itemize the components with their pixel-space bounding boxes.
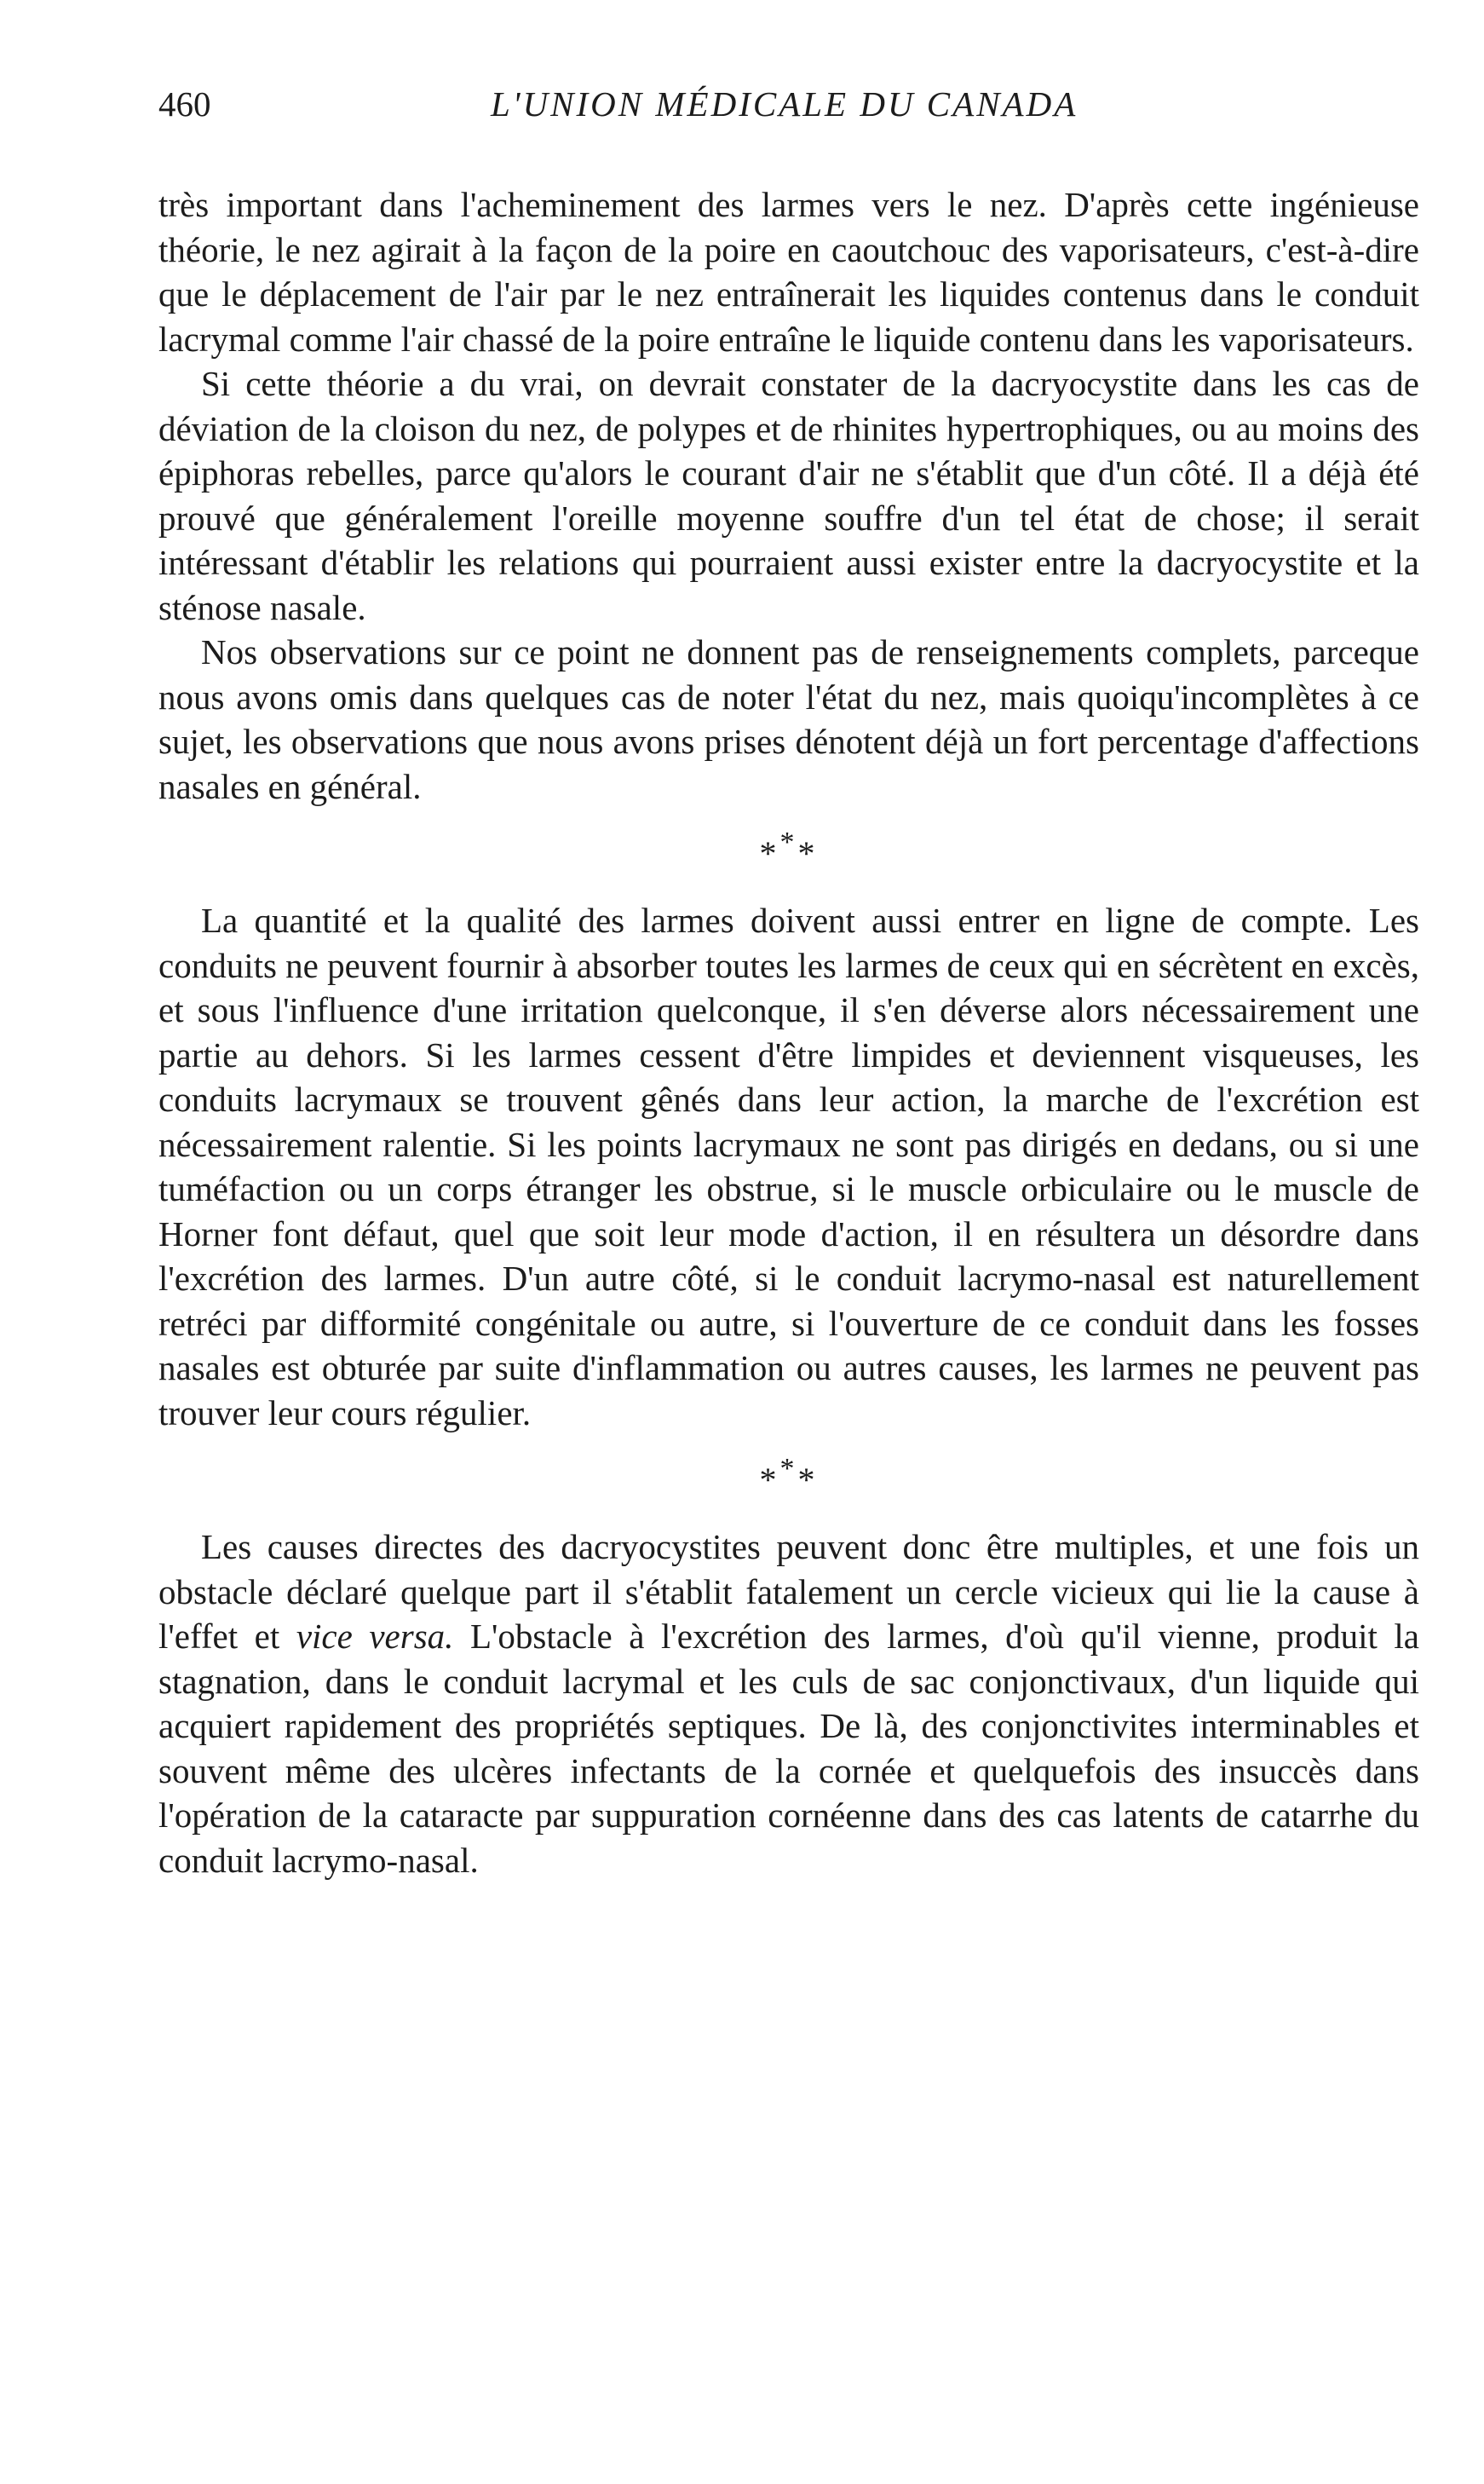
article-body xyxy=(158,182,1419,1882)
journal-page xyxy=(158,78,1419,1882)
asterism-separator xyxy=(158,809,1419,898)
running-head xyxy=(158,78,1419,130)
paragraph-text: Les causes directes des dacryocystites peuvent donc être multiples, et une fois un obstacle déclaré quelque part il s'établit fatalement un cercle vicieux qui lie la cause à l'effet et xyxy=(158,1527,1419,1656)
paragraph-continued: très important dans l'acheminement des larmes vers le nez. D'après cette ingénieuse théorie, le nez agirait à la façon de la poire en caoutchouc des vaporisateurs, c'est-à-dire que le déplacement de l'air par le nez entraînerait les liquides contenus dans le conduit lacrymal comme l'air chassé de la poire entraîne le liquide contenu dans les vaporisateurs. xyxy=(158,185,1419,359)
page-number: 460 xyxy=(158,84,211,124)
asterism-bottom-right: * xyxy=(797,1461,819,1499)
asterism-top: * xyxy=(779,1453,798,1484)
asterism-bottom-left: * xyxy=(759,834,780,873)
asterism-separator xyxy=(158,1435,1419,1524)
asterism-bottom-right: * xyxy=(797,834,819,873)
asterism-bottom-left: * xyxy=(759,1461,780,1499)
italic-phrase: vice versa. xyxy=(296,1617,454,1656)
paragraph-text: L'obstacle à l'excrétion des larmes, d'où qu'il vienne, produit la stagnation, dans le conduit lacrymal et les culs de sac conjonctivaux, d'un liquide qui acquiert rapidement des propriétés septiques. De là, des conjonctivites interminables et souvent même des ulcères infectants de la cornée et quelquefois des insuccès dans l'opération de la cataracte par suppuration cornéenne dans des cas latents de catarrhe du conduit lacrymo-nasal. xyxy=(158,1617,1419,1880)
paragraph: Nos observations sur ce point ne donnent pas de renseignements complets, parceque nous avons omis dans quelques cas de noter l'état du nez, mais quoiqu'incomplètes à ce sujet, les observations que nous avons prises dénotent déjà un fort percentage d'affections nasales en général. xyxy=(158,632,1419,806)
paragraph: La quantité et la qualité des larmes doivent aussi entrer en ligne de compte. Les conduits ne peuvent fournir à absorber toutes les larmes de ceux qui en sécrètent en excès, et sous l'influence d'une irritation quelconque, il s'en déverse alors nécessairement une partie au dehors. Si les larmes cessent d'être limpides et deviennent visqueuses, les conduits lacrymaux se trouvent gênés dans leur action, la marche de l'excrétion est nécessairement ralentie. Si les points lacrymaux ne sont pas dirigés en dedans, ou si une tuméfaction ou un corps étranger les obstrue, si le muscle orbiculaire ou le muscle de Horner font défaut, quel que soit leur mode d'action, il en résultera un désordre dans l'excrétion des larmes. D'un autre côté, si le conduit lacrymo-nasal est naturellement retréci par difformité congénitale ou autre, si l'ouverture de ce conduit dans les fosses nasales est obturée par suite d'inflammation ou autres causes, les larmes ne peuvent pas trouver leur cours régulier. xyxy=(158,901,1420,1432)
asterism-top: * xyxy=(779,827,798,858)
journal-title: L'UNION MÉDICALE DU CANADA xyxy=(491,84,1078,124)
paragraph xyxy=(158,1524,1419,1882)
paragraph: Si cette théorie a du vrai, on devrait constater de la dacryocystite dans les cas de déviation de la cloison du nez, de polypes et de rhinites hypertrophiques, ou au moins des épiphoras rebelles, parce qu'alors le courant d'air ne s'établit que d'un côté. Il a déjà été prouvé que généralement l'oreille moyenne souffre d'un tel état de chose; il serait intéressant d'établir les relations qui pourraient aussi exister entre la dacryocystite et la sténose nasale. xyxy=(158,364,1419,627)
